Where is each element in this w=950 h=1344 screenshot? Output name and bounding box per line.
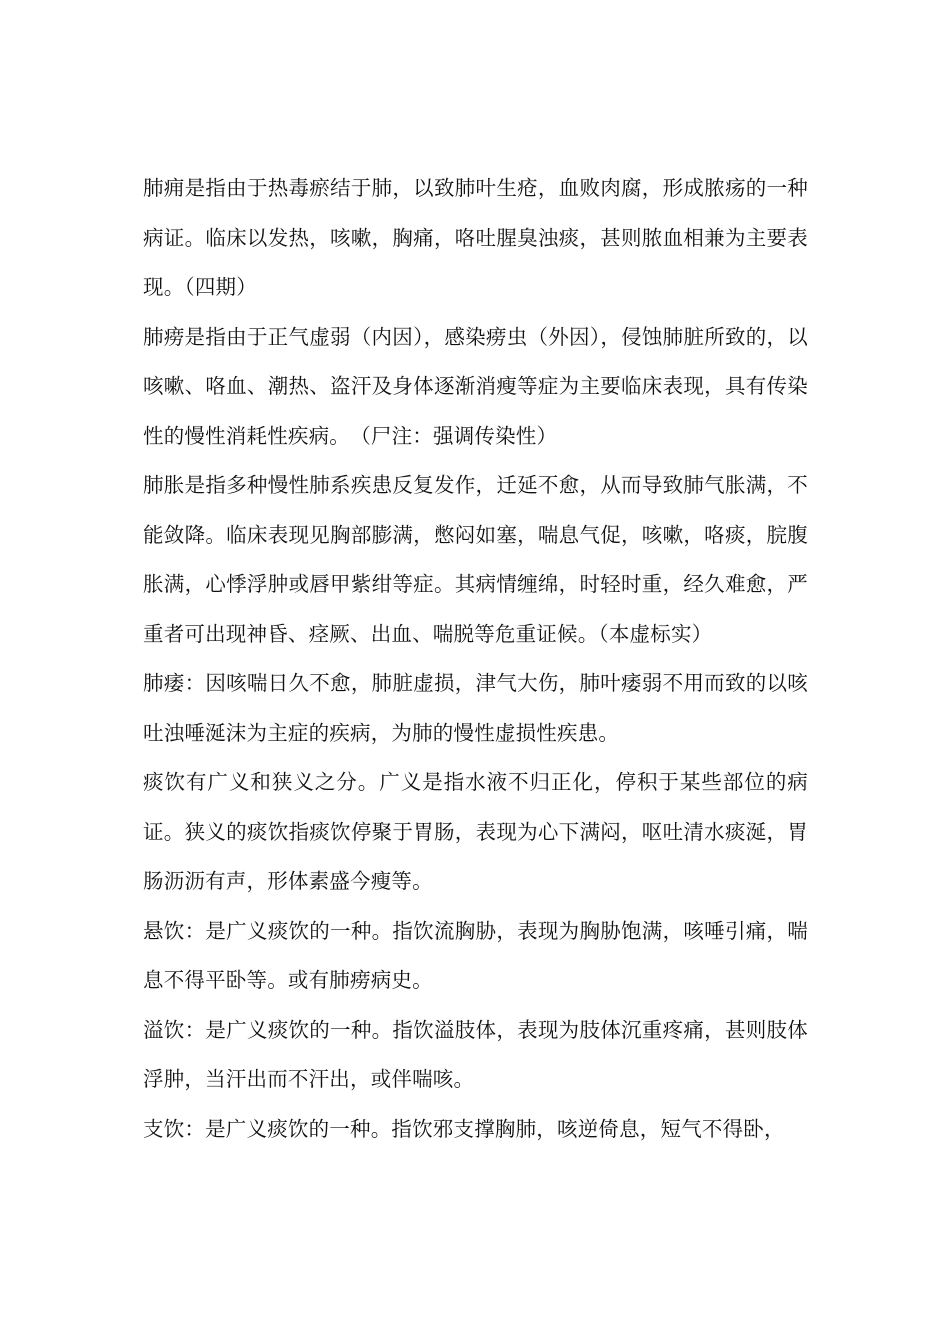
paragraph-fei-lao: 肺痨是指由于正气虚弱（内因），感染痨虫（外因），侵蚀肺脏所致的，以咳嗽、咯血、潮热、盗汗及身体逐渐消瘦等症为主要临床表现，具有传染性的慢性消耗性疾病。 （尸注：强调传染性） — [143, 324, 808, 448]
paragraph-zhi-yin: 支饮：是广义痰饮的一种。指饮邪支撑胸肺，咳逆倚息，短气不得卧， — [143, 1116, 785, 1141]
paragraph-fei-wei: 肺痿：因咳喘日久不愈，肺脏虚损，津气大伤，肺叶痿弱不用而致的以咳吐浊唾涎沫为主症的疾病，为肺的慢性虚损性疾患。 — [143, 671, 808, 745]
paragraph-fei-zhang: 肺胀是指多种慢性肺系疾患反复发作，迁延不愈，从而导致肺气胀满，不能敛降。临床表现见胸部膨满，憋闷如塞，喘息气促，咳嗽，咯痰，脘腹胀满，心悸浮肿或唇甲紫绀等症。其病情缠绵，时轻时重，经久难愈，严重者可出现神昏、痉厥、出血、喘脱等危重证候。（本虚标实） — [143, 473, 808, 646]
paragraph-xuan-yin: 悬饮：是广义痰饮的一种。指饮流胸胁，表现为胸胁饱满，咳唾引痛，喘息不得平卧等。或有肺痨病史。 — [143, 918, 808, 992]
paragraph-yi-yin: 溢饮：是广义痰饮的一种。指饮溢肢体，表现为肢体沉重疼痛，甚则肢体浮肿，当汗出而不汗出，或伴喘咳。 — [143, 1017, 808, 1091]
paragraph-fei-yong: 肺痈是指由于热毒瘀结于肺，以致肺叶生疮，血败肉腐，形成脓疡的一种病证。临床以发热，咳嗽，胸痛，咯吐腥臭浊痰，甚则脓血相兼为主要表现。（四期） — [143, 176, 808, 299]
paragraph-tan-yin: 痰饮有广义和狭义之分。广义是指水液不归正化，停积于某些部位的病证。狭义的痰饮指痰饮停聚于胃肠，表现为心下满闷，呕吐清水痰涎，胃肠沥沥有声，形体素盛今瘦等。 — [143, 770, 808, 893]
document-body — [143, 164, 808, 1154]
